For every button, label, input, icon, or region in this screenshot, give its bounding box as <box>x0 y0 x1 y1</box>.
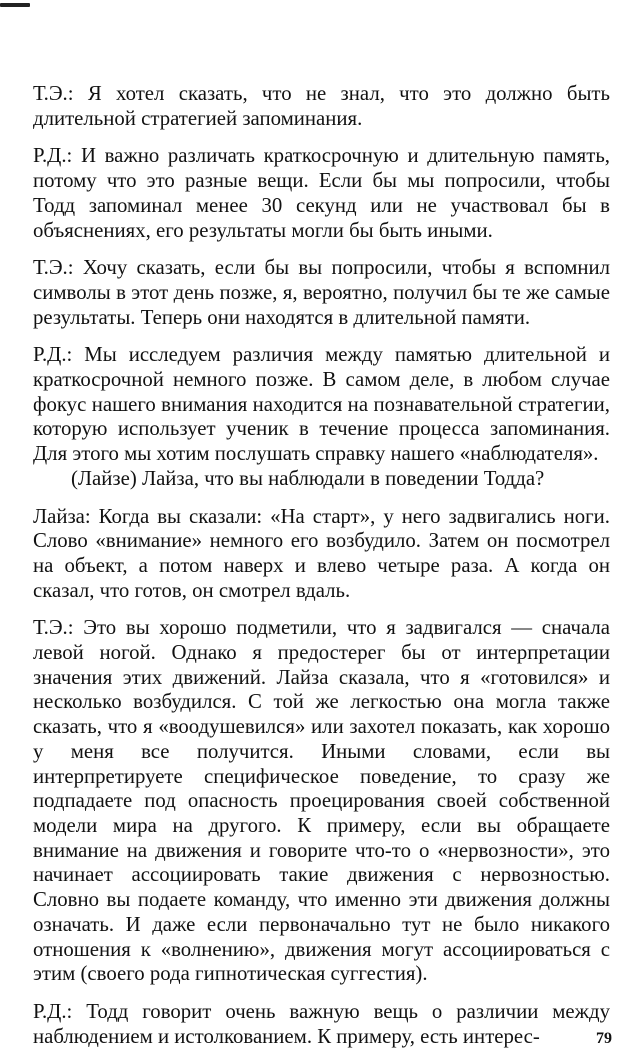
paragraph-rd-2: Р.Д.: Мы исследуем различия между памятью длительной и краткосрочной немного позже. В самом деле, в любом случае фокус нашего внимания находится на познавательной стратегии, которую использует ученик в течение процесса запоминания. Для этого мы хотим послушать справку нашего «наблюдателя». <box>33 343 610 466</box>
paragraph-question-to-liza: (Лайзе) Лайза, что вы наблюдали в поведении Тодда? <box>71 466 545 490</box>
page-text <box>33 82 610 1062</box>
corner-mark <box>0 3 30 7</box>
paragraph-rd-1: Р.Д.: И важно различать краткосрочную и длительную память, потому что это разные вещи. Если бы мы попросили, чтобы Тодд запоминал менее 30 секунд или не участвовал бы в объяснениях, его результаты могли бы быть иными. <box>33 144 610 242</box>
paragraph-rd-3: Р.Д.: Тодд говорит очень важную вещь о различии между наблюдением и истолкованием. К примеру, есть интерес- <box>33 999 610 1048</box>
paragraph-liza: Лайза: Когда вы сказали: «На старт», у него задвигались ноги. Слово «внимание» немного его возбудило. Затем он посмотрел на объект, а потом наверх и влево четыре раза. А когда он сказал, что готов, он смотрел вдаль. <box>33 504 610 602</box>
paragraph-te-3: Т.Э.: Это вы хорошо подметили, что я задвигался — сначала левой ногой. Однако я предостерег бы от интерпретации значения этих движений. Лайза сказала, что я «готовился» и несколько возбудился. С той же легкостью она могла также сказать, что я «воодушевился» или захотел показать, как хорошо у меня все получится. Иными словами, если вы интерпретируете специфическое поведение, то сразу же подпадаете под опасность проецирования своей собственной модели мира на другого. К примеру, если вы обращаете внимание на движения и говорите что-то о «нервозности», это начинает ассоциировать такие движения с нервозностью. Словно вы подаете команду, что именно эти движения должны означать. И даже если первоначально тут не было никакого отношения к «волнению», движения могут ассоциироваться с этим (своего рода гипнотическая суггестия). <box>33 616 610 986</box>
page-number: 79 <box>596 1030 612 1047</box>
paragraph-te-1: Т.Э.: Я хотел сказать, что не знал, что это должно быть длительной стратегией запоминания. <box>33 82 610 130</box>
paragraph-te-2: Т.Э.: Хочу сказать, если бы вы попросили, чтобы я вспомнил символы в этот день позже, я, вероятно, получил бы те же самые результаты. Теперь они находятся в длительной памяти. <box>33 256 610 329</box>
